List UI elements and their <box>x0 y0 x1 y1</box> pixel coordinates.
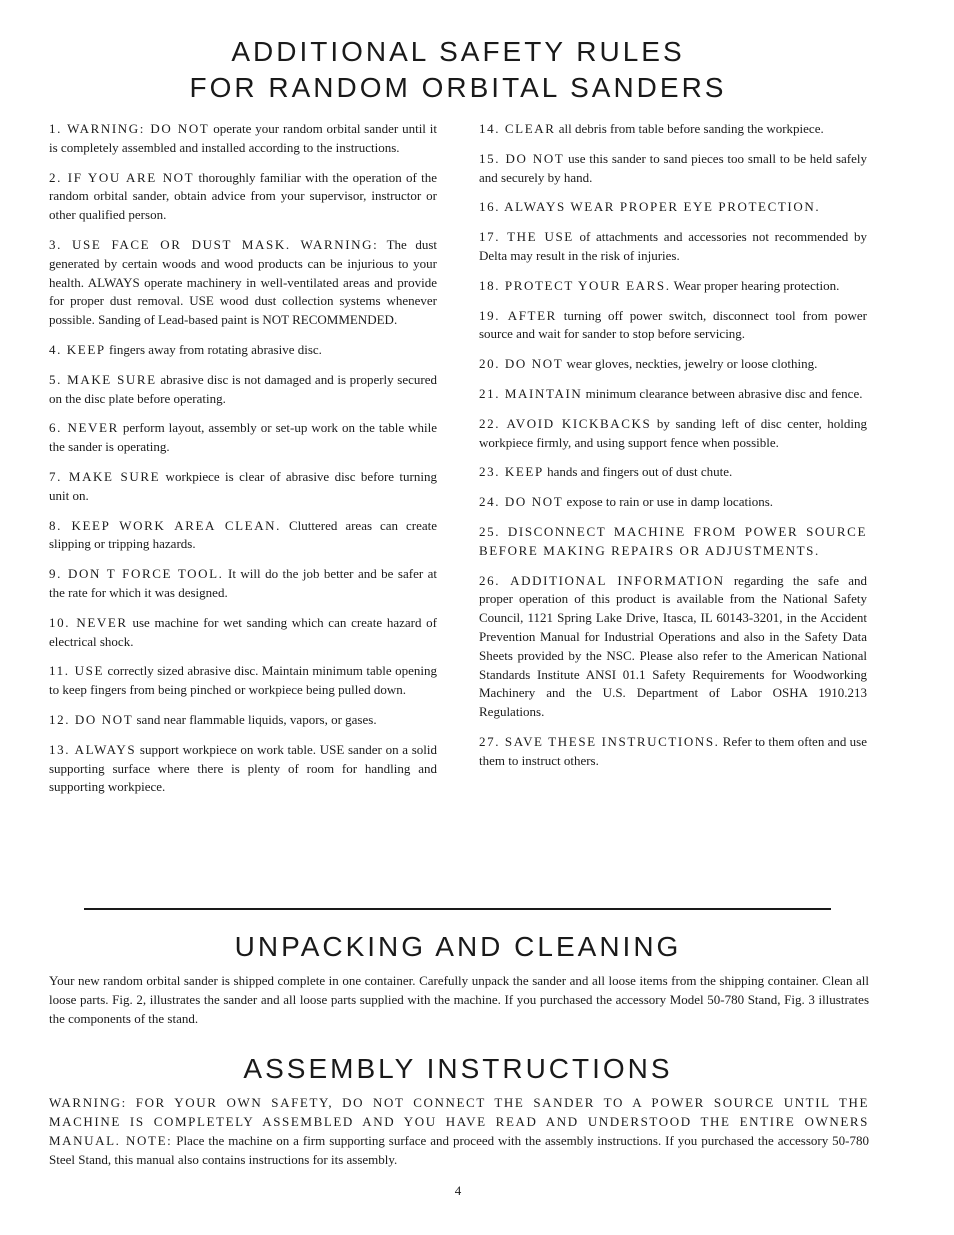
rule-lead: 22. AVOID KICKBACKS <box>479 415 652 431</box>
safety-rule <box>479 355 867 374</box>
rule-text: all debris from table before sanding the workpiece. <box>555 121 824 136</box>
safety-rule <box>49 169 437 225</box>
rule-text: operate your random orbital sander until it is completely assembled and installed according to the instructions. <box>49 121 437 155</box>
rule-text: Cluttered areas can create slipping or tripping hazards. <box>49 517 438 552</box>
rule-lead: 19. AFTER <box>479 307 557 323</box>
rule-text: fingers away from rotating abrasive disc. <box>105 341 322 357</box>
rule-text: It will do the job better and be safer at the rate for which it was designed. <box>49 566 437 600</box>
page-number: 4 <box>454 1183 462 1198</box>
rule-lead: 3. USE FACE OR DUST MASK. WARNING: <box>49 236 379 252</box>
safety-rule <box>479 120 867 139</box>
rule-lead: 26. ADDITIONAL INFORMATION <box>479 572 725 588</box>
rule-lead: 13. ALWAYS <box>49 741 137 757</box>
rule-text: hands and fingers out of dust chute. <box>543 464 733 480</box>
section-divider <box>84 908 831 910</box>
safety-rule <box>479 198 867 217</box>
safety-rule <box>479 415 867 453</box>
rule-lead: 27. SAVE THESE INSTRUCTIONS. <box>479 733 720 749</box>
page-title-line-1: ADDITIONAL SAFETY RULES <box>231 36 685 67</box>
rule-lead: 14. CLEAR <box>479 121 556 136</box>
unpacking-heading: UNPACKING AND CLEANING <box>234 931 682 962</box>
rule-lead: 6. NEVER <box>49 420 119 436</box>
safety-rule <box>49 741 437 797</box>
rule-lead: 18. PROTECT YOUR EARS. <box>479 277 671 293</box>
assembly-heading: ASSEMBLY INSTRUCTIONS <box>243 1053 673 1084</box>
safety-rule <box>479 493 867 512</box>
safety-rule <box>479 150 867 188</box>
rule-text: expose to rain or use in damp locations. <box>563 494 774 510</box>
rule-text: correctly sized abrasive disc. Maintain minimum table opening to keep fingers from being pinched or workpiece being pulled down. <box>49 663 438 698</box>
rule-text: use machine for wet sanding which can create hazard of electrical shock. <box>49 614 438 649</box>
safety-rule <box>479 277 867 296</box>
safety-rule <box>49 236 437 330</box>
safety-rule <box>49 517 437 555</box>
safety-rule <box>49 565 437 603</box>
rule-lead: 16. ALWAYS WEAR PROPER EYE PROTECTION. <box>479 199 821 215</box>
safety-rule <box>49 614 437 652</box>
rule-text: regarding the safe and proper operation of this product is available from the National Safety Council, 1121 Spring Lake Drive, Itasca, IL 60143-3201, in the Accident Prevention Manual for Industrial Operations and also in the Safety Data Sheets provided by the NSC. Please also refer to the American National Standards Institute ANSI 01.1 Safety Requirements for Woodworking Machinery and the U.S. Department of Labor OSHA 1910.213 Regulations. <box>479 572 867 720</box>
rule-lead: 10. NEVER <box>49 614 128 630</box>
rule-lead: 25. DISCONNECT MACHINE FROM POWER SOURCE BEFORE MAKING REPAIRS OR ADJUSTMENTS. <box>479 523 867 558</box>
safety-rules-left-column <box>49 120 437 808</box>
safety-rule <box>479 385 867 404</box>
safety-rule <box>479 523 867 561</box>
rule-text: of attachments and accessories not recommended by Delta may result in the risk of injuries. <box>479 229 867 263</box>
rule-lead: 17. THE USE <box>479 229 574 245</box>
rule-text: by sanding left of disc center, holding workpiece firmly, and using support fence when possible. <box>479 415 867 450</box>
rule-text: abrasive disc is not damaged and is properly secured on the disc plate before operating. <box>49 371 437 406</box>
rule-text: minimum clearance between abrasive disc and fence. <box>582 385 863 401</box>
safety-rule <box>49 419 437 457</box>
safety-rule <box>479 572 867 722</box>
rule-lead: 15. DO NOT <box>479 150 565 166</box>
rule-lead: 21. MAINTAIN <box>479 385 583 401</box>
safety-rule <box>479 733 867 771</box>
rule-text: wear gloves, neckties, jewelry or loose clothing. <box>563 356 818 372</box>
rule-lead: 12. DO NOT <box>49 711 134 727</box>
safety-rule <box>49 341 437 360</box>
safety-rule <box>49 468 437 506</box>
rule-lead: 5. MAKE SURE <box>49 371 157 387</box>
rule-text: support workpiece on work table. USE sander on a solid supporting surface where there is plenty of room for handling and supporting workpiece. <box>49 741 437 795</box>
rule-text: Wear proper hearing protection. <box>670 277 840 293</box>
rule-text: The dust generated by certain woods and wood products can be injurious to your health. ALWAYS operate machinery in well-ventilated areas and provide for proper dust removal. USE wood dust collection systems whenever possible. Sanding of Lead-based paint is NOT RECOMMENDED. <box>49 236 437 328</box>
rule-lead: 11. USE <box>49 663 105 679</box>
rule-lead: 23. KEEP <box>479 464 544 480</box>
safety-rule <box>479 307 867 345</box>
rule-text: thoroughly familiar with the operation of the random orbital sander, obtain advice from your supervisor, instructor or other qualified person. <box>49 169 437 223</box>
safety-rule <box>49 711 437 730</box>
safety-rule <box>479 228 867 266</box>
page-title-line-2: FOR RANDOM ORBITAL SANDERS <box>189 72 727 103</box>
rule-text: Refer to them often and use them to instruct others. <box>479 733 867 768</box>
safety-rule <box>49 371 437 409</box>
assembly-note: Place the machine on a firm supporting surface and proceed with the assembly instructions. If you purchased the accessory 50-780 Steel Stand, this manual also contains instructions for its assembly. <box>49 1133 869 1167</box>
rule-lead: 20. DO NOT <box>479 356 564 372</box>
assembly-warning: WARNING: FOR YOUR OWN SAFETY, DO NOT CONNECT THE SANDER TO A POWER SOURCE UNTIL THE MACHINE IS COMPLETELY ASSEMBLED AND YOU HAVE READ AND UNDERSTOOD THE ENTIRE OWNERS MANUAL. NOTE: <box>49 1095 869 1148</box>
rule-lead: 9. DON T FORCE TOOL. <box>49 566 224 582</box>
safety-rules-right-column <box>479 120 867 782</box>
rule-lead: 4. KEEP <box>49 341 106 357</box>
safety-rule <box>49 662 437 700</box>
safety-rule <box>479 463 867 482</box>
unpacking-paragraph: Your new random orbital sander is shipped complete in one container. Carefully unpack the sander and all loose items from the shipping container. Clean all loose parts. Fig. 2, illustrates the sander and all loose parts supplied with the machine. If you purchased the accessory Model 50-780 Stand, Fig. 3 illustrates the components of the stand. <box>49 973 869 1026</box>
rule-text: sand near flammable liquids, vapors, or gases. <box>133 711 377 727</box>
rule-lead: 7. MAKE SURE <box>49 468 161 484</box>
rule-lead: 8. KEEP WORK AREA CLEAN. <box>49 517 282 533</box>
rule-text: use this sander to sand pieces too small to be held safely and securely by hand. <box>479 150 868 185</box>
assembly-paragraph <box>49 1093 869 1169</box>
rule-text: turning off power switch, disconnect tool from power source and wait for sander to stop before servicing. <box>479 307 867 342</box>
rule-lead: 2. IF YOU ARE NOT <box>49 169 195 185</box>
rule-lead: 24. DO NOT <box>479 494 564 510</box>
rule-lead: 1. WARNING: DO NOT <box>49 121 210 136</box>
rule-text: perform layout, assembly or set-up work on the table while the sander is operating. <box>49 420 437 455</box>
safety-rule <box>49 120 437 158</box>
rule-text: workpiece is clear of abrasive disc before turning unit on. <box>49 468 437 503</box>
